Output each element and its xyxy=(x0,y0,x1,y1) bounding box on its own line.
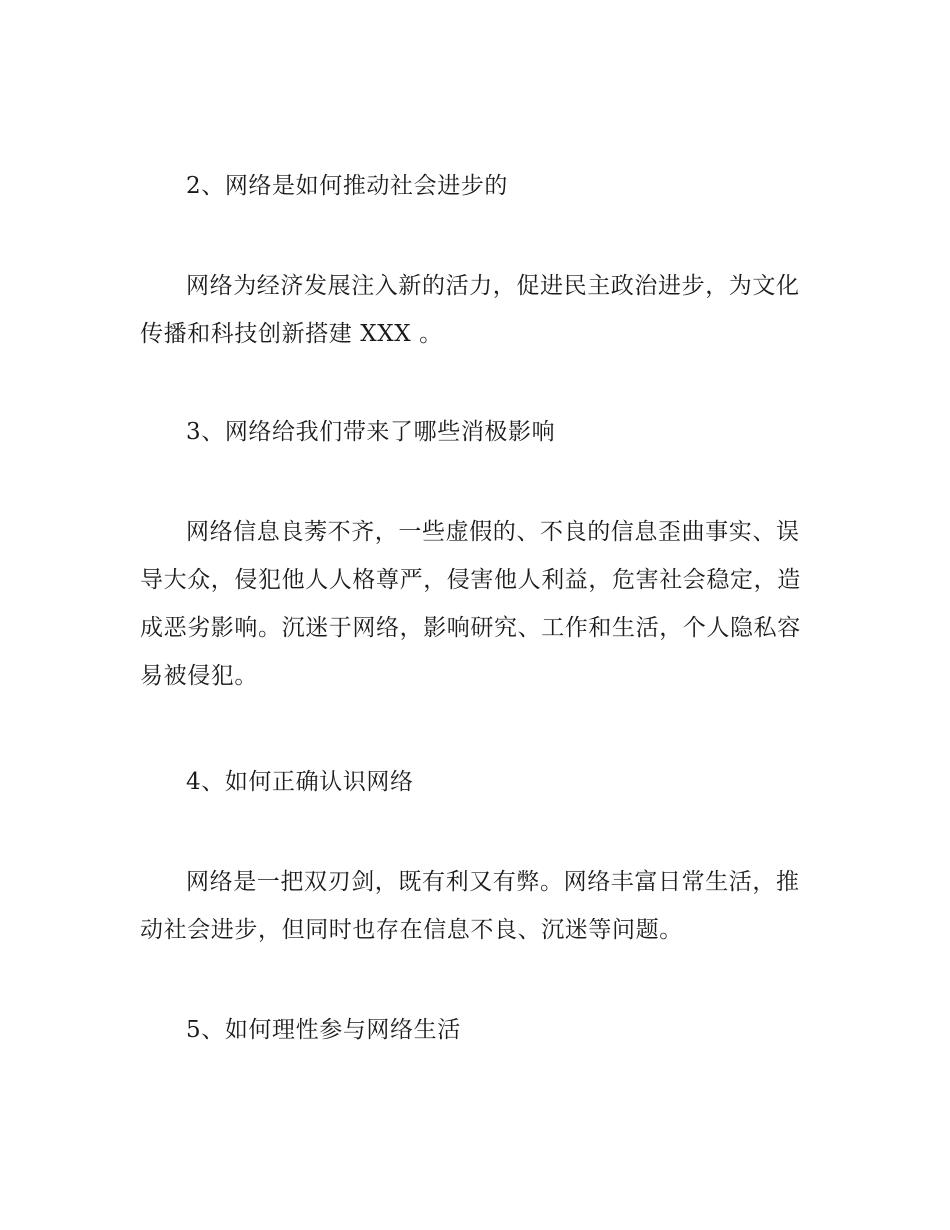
heading-text: 4、如何正确认识网络 xyxy=(186,769,414,795)
section-heading-4 xyxy=(140,758,820,806)
paragraph-text: 网络为经济发展注入新的活力，促进民主政治进步，为文化传播和科技创新搭建 XXX 。 xyxy=(140,273,800,347)
section-heading-2 xyxy=(140,162,820,210)
body-paragraph xyxy=(140,262,820,358)
body-paragraph xyxy=(140,858,820,954)
section-heading-5 xyxy=(140,1006,820,1054)
paragraph-text: 网络信息良莠不齐，一些虚假的、不良的信息歪曲事实、误导大众，侵犯他人人格尊严，侵害他人利益，危害社会稳定，造成恶劣影响。沉迷于网络，影响研究、工作和生活，个人隐私容易被侵犯。 xyxy=(140,519,801,689)
heading-text: 3、网络给我们带来了哪些消极影响 xyxy=(186,419,556,445)
section-heading-3 xyxy=(140,408,820,456)
paragraph-text: 网络是一把双刃剑，既有利又有弊。网络丰富日常生活，推动社会进步，但同时也存在信息不良、沉迷等问题。 xyxy=(140,869,800,943)
heading-text: 5、如何理性参与网络生活 xyxy=(186,1017,461,1043)
heading-text: 2、网络是如何推动社会进步的 xyxy=(186,173,509,199)
body-paragraph xyxy=(140,508,820,700)
